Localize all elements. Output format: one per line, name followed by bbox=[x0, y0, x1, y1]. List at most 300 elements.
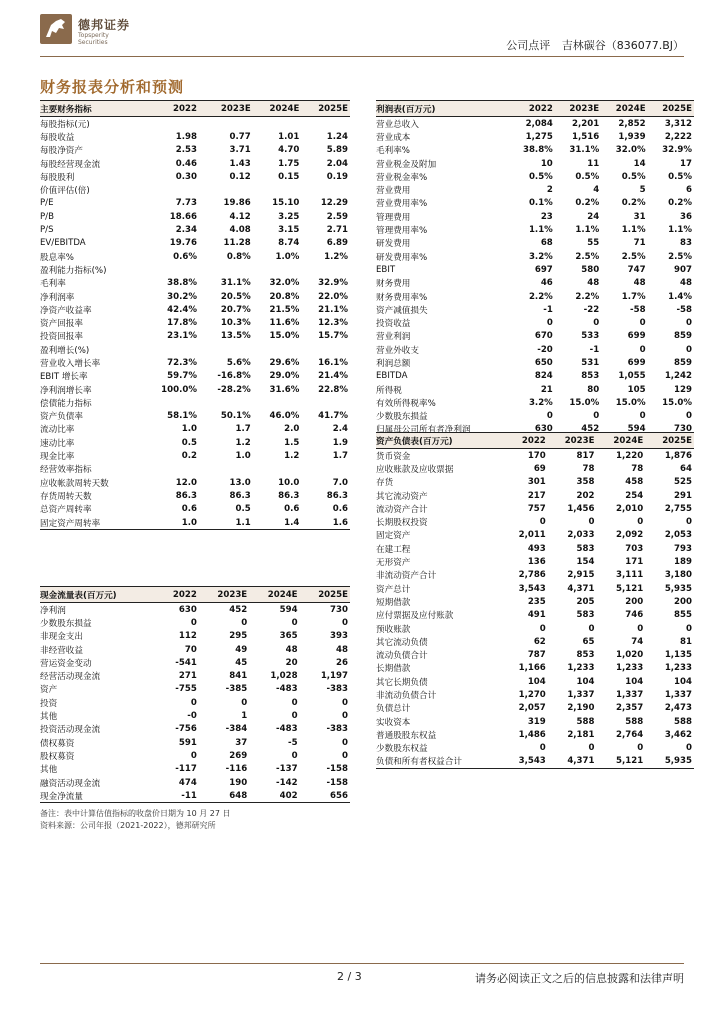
cell-value: 83 bbox=[680, 238, 692, 249]
cell-value: 31.6% bbox=[269, 384, 300, 395]
cell-value: 0.6% bbox=[173, 251, 197, 262]
cell-value: 15.0% bbox=[662, 397, 692, 408]
balance-sheet-table bbox=[376, 432, 694, 769]
cell-value: 0 bbox=[190, 617, 197, 628]
cell-value: 2,357 bbox=[616, 703, 644, 714]
cell-value: 10.0 bbox=[278, 477, 300, 488]
cell-value bbox=[199, 263, 253, 276]
column-header: 2022 bbox=[528, 103, 553, 114]
cell-value: 15.0% bbox=[569, 397, 600, 408]
cell-value: 4.08 bbox=[229, 225, 251, 236]
note-line: 备注：表中计算估值指标的收盘价日期为 10 月 27 日 bbox=[40, 809, 231, 818]
table-row bbox=[376, 410, 694, 423]
cell-value: 648 bbox=[229, 790, 248, 801]
cell-value: 365 bbox=[279, 631, 298, 642]
cell-value: 580 bbox=[581, 264, 600, 275]
cell-value bbox=[301, 183, 350, 196]
cell-value: 1.0 bbox=[235, 451, 251, 462]
cell-value: 72.3% bbox=[167, 357, 197, 368]
row-label: 资产回报率 bbox=[40, 319, 83, 330]
cell-value: 1.98 bbox=[175, 131, 197, 142]
cell-value: 49 bbox=[235, 644, 248, 655]
column-header: 2024E bbox=[615, 103, 646, 114]
cell-value: 200 bbox=[625, 596, 644, 607]
table-row bbox=[40, 763, 350, 776]
cell-value bbox=[253, 343, 302, 356]
cell-value: 171 bbox=[625, 557, 644, 568]
table-row bbox=[40, 749, 350, 762]
row-label: 研发费用率% bbox=[376, 252, 428, 263]
row-label: 经营活动现金流 bbox=[40, 672, 101, 683]
cell-value: 0 bbox=[686, 517, 692, 528]
row-label: 少数股东权益 bbox=[376, 744, 428, 755]
cell-value: 588 bbox=[674, 716, 692, 727]
table-row bbox=[376, 635, 694, 648]
main-indicators-table bbox=[40, 100, 350, 530]
cell-value: 853 bbox=[581, 371, 600, 382]
cell-value: 0.6 bbox=[284, 504, 300, 515]
row-label: 价值评估(倍) bbox=[40, 186, 90, 197]
cell-value: 533 bbox=[581, 331, 600, 342]
row-label: 少数股东损益 bbox=[376, 412, 428, 423]
cell-value: 0.5% bbox=[621, 171, 646, 182]
cell-value: 1,233 bbox=[664, 663, 692, 674]
cell-value: 3,180 bbox=[664, 570, 692, 581]
cell-value: 154 bbox=[576, 557, 595, 568]
cell-value: 0.1% bbox=[528, 198, 553, 209]
row-label: 固定资产 bbox=[376, 531, 411, 542]
table-row bbox=[376, 157, 694, 170]
row-label: 在建工程 bbox=[376, 544, 411, 555]
row-label: 其他 bbox=[40, 712, 58, 723]
row-label: 总资产周转率 bbox=[40, 505, 92, 516]
row-label: 股权募资 bbox=[40, 751, 75, 762]
cell-value: 452 bbox=[581, 424, 600, 435]
table-row bbox=[376, 263, 694, 276]
table-row bbox=[376, 117, 694, 131]
cell-value: 74 bbox=[631, 636, 644, 647]
cell-value: 0.5% bbox=[528, 171, 553, 182]
cell-value: 21.5% bbox=[269, 304, 300, 315]
table-row bbox=[40, 237, 350, 250]
cell-value: 697 bbox=[534, 264, 553, 275]
cell-value: 0.5% bbox=[668, 171, 692, 182]
row-label: 归属母公司所有者净利润 bbox=[376, 425, 471, 436]
cell-value: 0 bbox=[291, 750, 298, 761]
cell-value: 17 bbox=[680, 158, 692, 169]
row-label: 少数股东损益 bbox=[40, 618, 92, 629]
cell-value bbox=[142, 183, 199, 196]
cell-value: 1.2 bbox=[284, 451, 300, 462]
cell-value: 2,057 bbox=[518, 703, 546, 714]
cell-value: 29.6% bbox=[269, 357, 300, 368]
cell-value: -0 bbox=[187, 711, 197, 722]
table-row bbox=[376, 489, 694, 502]
table-row bbox=[376, 715, 694, 728]
cell-value: 32.9% bbox=[662, 145, 692, 156]
cell-value: 68 bbox=[540, 238, 553, 249]
cell-value: 2,033 bbox=[567, 530, 595, 541]
cell-value: 14 bbox=[633, 158, 646, 169]
cell-value: 2.2% bbox=[575, 291, 600, 302]
cell-value: 1,516 bbox=[572, 131, 600, 142]
cell-value: 0.30 bbox=[175, 171, 197, 182]
cell-value: 0 bbox=[588, 517, 595, 528]
row-label: 盈利增长(%) bbox=[40, 345, 90, 356]
cell-value: 2,181 bbox=[567, 729, 595, 740]
cell-value: 104 bbox=[674, 676, 692, 687]
cell-value: 1,456 bbox=[567, 503, 595, 514]
cell-value: 3.2% bbox=[528, 251, 553, 262]
row-label: 盈利能力指标(%) bbox=[40, 265, 107, 276]
table-row bbox=[40, 463, 350, 476]
cell-value: 817 bbox=[576, 450, 595, 461]
row-label: 营业税金及附加 bbox=[376, 159, 437, 170]
table-row bbox=[376, 502, 694, 515]
cell-value: 6 bbox=[686, 185, 692, 196]
cell-value: 0 bbox=[686, 344, 692, 355]
row-label: 速动比率 bbox=[40, 438, 75, 449]
cell-value: -1 bbox=[589, 344, 600, 355]
row-label: 有效所得税率% bbox=[376, 398, 436, 409]
table-row bbox=[40, 370, 350, 383]
row-label: 每股收益 bbox=[40, 132, 75, 143]
cell-value: 81 bbox=[680, 636, 692, 647]
cell-value: 271 bbox=[178, 671, 197, 682]
table-row bbox=[376, 595, 694, 608]
cell-value: 36 bbox=[680, 211, 692, 222]
source-line: 资料来源：公司年报（2021-2022），德邦研究所 bbox=[40, 821, 216, 830]
cell-value: 50.1% bbox=[220, 411, 251, 422]
cell-value: 2.53 bbox=[175, 145, 197, 156]
cell-value bbox=[142, 263, 199, 276]
cell-value: 1,275 bbox=[525, 131, 553, 142]
cell-value: 0 bbox=[639, 344, 646, 355]
cell-value: 730 bbox=[674, 424, 692, 435]
cell-value: 48 bbox=[633, 278, 646, 289]
column-header: 2022 bbox=[521, 435, 546, 446]
column-header: 2022 bbox=[173, 103, 197, 114]
cell-value: 699 bbox=[627, 331, 646, 342]
cell-value: 86.3 bbox=[326, 490, 348, 501]
cell-value: 20.7% bbox=[220, 304, 251, 315]
table-row bbox=[40, 436, 350, 449]
row-label: 管理费用 bbox=[376, 212, 411, 223]
row-label: 营业费用 bbox=[376, 186, 411, 197]
column-header: 2022 bbox=[172, 589, 197, 600]
cell-value: 2,222 bbox=[664, 131, 692, 142]
cell-value: 0 bbox=[342, 711, 348, 722]
cell-value: 670 bbox=[534, 331, 553, 342]
cell-value: 30.2% bbox=[167, 291, 197, 302]
cell-value: 71 bbox=[633, 238, 646, 249]
cell-value: 301 bbox=[527, 477, 546, 488]
table-row bbox=[376, 144, 694, 157]
cell-value: 855 bbox=[674, 610, 692, 621]
table-row bbox=[376, 250, 694, 263]
row-label: 投资活动现金流 bbox=[40, 725, 101, 736]
cell-value: 841 bbox=[229, 671, 248, 682]
cell-value: 0 bbox=[637, 517, 644, 528]
cell-value: 0 bbox=[588, 623, 595, 634]
cell-value: 2,201 bbox=[572, 118, 600, 129]
cell-value: -541 bbox=[175, 657, 197, 668]
table-row bbox=[40, 449, 350, 462]
cell-value: 0 bbox=[342, 617, 348, 628]
cell-value: 853 bbox=[576, 650, 595, 661]
cell-value: 746 bbox=[625, 610, 644, 621]
cell-value: 491 bbox=[527, 610, 546, 621]
cell-value: 70 bbox=[184, 644, 197, 655]
cell-value: 2,755 bbox=[664, 503, 692, 514]
table-row bbox=[40, 197, 350, 210]
cell-value: 583 bbox=[576, 543, 595, 554]
cell-value: 10 bbox=[540, 158, 553, 169]
cell-value: 112 bbox=[178, 631, 197, 642]
cell-value: 0 bbox=[291, 617, 298, 628]
cell-value: 4,371 bbox=[567, 756, 595, 767]
row-label: 固定资产周转率 bbox=[40, 518, 101, 529]
table-row bbox=[376, 462, 694, 475]
cell-value: 0 bbox=[342, 737, 348, 748]
row-label: 资产总计 bbox=[376, 584, 411, 595]
cell-value: 0 bbox=[546, 318, 553, 329]
cell-value: 170 bbox=[527, 450, 546, 461]
cell-value: 0 bbox=[241, 697, 248, 708]
cell-value: 3,543 bbox=[518, 583, 546, 594]
cell-value: 0 bbox=[593, 411, 600, 422]
cell-value: -16.8% bbox=[217, 371, 251, 382]
cell-value: -483 bbox=[276, 684, 298, 695]
cell-value: 594 bbox=[279, 604, 298, 615]
cell-value: 1.7% bbox=[621, 291, 646, 302]
cell-value: 12.3% bbox=[318, 318, 348, 329]
footer-divider bbox=[40, 963, 684, 964]
cell-value: 1.1 bbox=[235, 517, 251, 528]
cell-value: 5,121 bbox=[616, 583, 644, 594]
company-logo bbox=[40, 14, 140, 44]
cell-value: 62 bbox=[533, 636, 546, 647]
report-header bbox=[498, 37, 684, 53]
cell-value: 78 bbox=[582, 463, 595, 474]
cell-value: 630 bbox=[178, 604, 197, 615]
column-header: 2023E bbox=[217, 589, 248, 600]
cell-value: 104 bbox=[576, 676, 595, 687]
row-label: 非流动负债合计 bbox=[376, 690, 437, 701]
cell-value: 474 bbox=[178, 777, 197, 788]
cell-value: 269 bbox=[229, 750, 248, 761]
cell-value: 588 bbox=[576, 716, 595, 727]
cell-value: 48 bbox=[587, 278, 600, 289]
cell-value bbox=[199, 117, 253, 131]
cell-value: 11.6% bbox=[269, 318, 300, 329]
row-label: 营业外收支 bbox=[376, 345, 419, 356]
cell-value: 11 bbox=[587, 158, 600, 169]
cell-value: -755 bbox=[175, 684, 197, 695]
row-label: 其它长期负债 bbox=[376, 677, 428, 688]
cell-value: 15.10 bbox=[272, 198, 300, 209]
table-row bbox=[40, 290, 350, 303]
cell-value: 402 bbox=[279, 790, 298, 801]
disclaimer-text: 请务必阅读正文之后的信息披露和法律声明 bbox=[475, 972, 684, 985]
cell-value: 3.15 bbox=[278, 225, 300, 236]
cell-value bbox=[301, 343, 350, 356]
cell-value: 1.6 bbox=[332, 517, 348, 528]
row-label: 投资回报率 bbox=[40, 332, 83, 343]
cell-value: 0.6 bbox=[332, 504, 348, 515]
row-label: 财务费用率% bbox=[376, 292, 428, 303]
cell-value: -117 bbox=[175, 764, 197, 775]
row-label: 资产 bbox=[40, 685, 58, 696]
logo-text: 德邦证券 bbox=[78, 18, 131, 32]
row-label: 研发费用 bbox=[376, 239, 411, 250]
cell-value: 15.0% bbox=[269, 331, 300, 342]
table-row bbox=[376, 728, 694, 741]
logo-subtext: Topsperity Securities bbox=[78, 32, 109, 46]
table-row bbox=[40, 683, 350, 696]
column-header: 2025E bbox=[318, 103, 348, 114]
row-label: 长期股权投资 bbox=[376, 518, 428, 529]
table-row bbox=[40, 183, 350, 196]
cell-value: 7.73 bbox=[175, 198, 197, 209]
table-row bbox=[40, 157, 350, 170]
cell-value bbox=[199, 396, 253, 409]
cell-value: 358 bbox=[576, 477, 595, 488]
cell-value: 46 bbox=[540, 278, 553, 289]
cell-value: 37 bbox=[235, 737, 248, 748]
cell-value: 8.74 bbox=[278, 238, 300, 249]
row-label: 长期借款 bbox=[376, 664, 411, 675]
cell-value: 86.3 bbox=[229, 490, 251, 501]
row-label: 应收帐款周转天数 bbox=[40, 478, 109, 489]
table-row bbox=[40, 303, 350, 316]
cell-value: 41.7% bbox=[318, 411, 348, 422]
cell-value: 525 bbox=[674, 477, 692, 488]
cell-value: 15.7% bbox=[318, 331, 348, 342]
cell-value: 859 bbox=[674, 357, 692, 368]
cell-value: 2,473 bbox=[664, 703, 692, 714]
row-label: 流动负债合计 bbox=[376, 651, 428, 662]
cell-value: 2.04 bbox=[326, 158, 348, 169]
cell-value: 0 bbox=[539, 743, 546, 754]
cell-value: 2,010 bbox=[616, 503, 644, 514]
cell-value: 458 bbox=[625, 477, 644, 488]
cell-value: 1.1% bbox=[528, 225, 553, 236]
table-row bbox=[376, 330, 694, 343]
cell-value: 1.0 bbox=[181, 517, 197, 528]
table-row bbox=[40, 669, 350, 682]
cell-value: 2.5% bbox=[621, 251, 646, 262]
row-label: 资产负债率 bbox=[40, 412, 83, 423]
cell-value: 0 bbox=[291, 697, 298, 708]
cell-value: 80 bbox=[587, 384, 600, 395]
cell-value: 69 bbox=[533, 463, 546, 474]
table-row bbox=[40, 643, 350, 656]
row-label: 股息率% bbox=[40, 252, 74, 263]
cell-value: -756 bbox=[175, 724, 197, 735]
cell-value: 1.0 bbox=[181, 424, 197, 435]
cell-value: -483 bbox=[276, 724, 298, 735]
cell-value: 16.1% bbox=[318, 357, 348, 368]
cell-value: 3,462 bbox=[664, 729, 692, 740]
row-label: 营运资金变动 bbox=[40, 658, 92, 669]
cell-value: 3,111 bbox=[616, 570, 644, 581]
cell-value: 12.29 bbox=[320, 198, 348, 209]
cell-value: 1,486 bbox=[518, 729, 546, 740]
cell-value: 1,220 bbox=[616, 450, 644, 461]
cell-value: 0.2 bbox=[181, 451, 197, 462]
cell-value: 1.24 bbox=[326, 131, 348, 142]
cell-value: 17.8% bbox=[167, 318, 197, 329]
cell-value: 630 bbox=[534, 424, 553, 435]
cell-value: 1.5 bbox=[284, 437, 300, 448]
cell-value: 0 bbox=[539, 517, 546, 528]
cell-value: 0 bbox=[342, 750, 348, 761]
cell-value: 3.25 bbox=[278, 211, 300, 222]
cell-value: -1 bbox=[543, 304, 553, 315]
report-type: 公司点评 bbox=[506, 39, 551, 52]
cell-value: 6.89 bbox=[326, 238, 348, 249]
company-name: 吉林碳谷（836077.BJ） bbox=[561, 39, 684, 52]
cell-value bbox=[301, 463, 350, 476]
column-header: 2025E bbox=[662, 103, 692, 114]
cell-value bbox=[253, 263, 302, 276]
cell-value: 23.1% bbox=[167, 331, 197, 342]
column-header: 2023E bbox=[564, 435, 595, 446]
row-label: 其他 bbox=[40, 765, 58, 776]
row-label: 负债总计 bbox=[376, 704, 411, 715]
cell-value: 0.2% bbox=[575, 198, 600, 209]
table-title: 主要财务指标 bbox=[40, 104, 92, 115]
cell-value: 2.71 bbox=[326, 225, 348, 236]
table-row bbox=[40, 277, 350, 290]
row-label: 净资产收益率 bbox=[40, 305, 92, 316]
row-label: 其它流动资产 bbox=[376, 491, 428, 502]
cell-value: 859 bbox=[674, 331, 692, 342]
cell-value: 1.0% bbox=[275, 251, 300, 262]
row-label: 负债和所有者权益合计 bbox=[376, 757, 462, 768]
table-row bbox=[376, 210, 694, 223]
cell-value: 0 bbox=[190, 750, 197, 761]
cell-value: 0 bbox=[686, 743, 692, 754]
cell-value: 136 bbox=[527, 557, 546, 568]
table-row bbox=[376, 515, 694, 528]
row-label: 短期借款 bbox=[376, 597, 411, 608]
cell-value: 46.0% bbox=[269, 411, 300, 422]
table-row bbox=[376, 223, 694, 236]
column-header: 2025E bbox=[662, 435, 692, 446]
cell-value: -384 bbox=[225, 724, 248, 735]
cell-value: -58 bbox=[630, 304, 646, 315]
row-label: 营业成本 bbox=[376, 132, 411, 143]
cell-value bbox=[253, 396, 302, 409]
cell-value: 0.2% bbox=[668, 198, 692, 209]
cell-value: 0 bbox=[639, 318, 646, 329]
row-label: 净利润 bbox=[40, 605, 66, 616]
cell-value: 64 bbox=[680, 463, 692, 474]
cell-value bbox=[253, 463, 302, 476]
cell-value: 2,915 bbox=[567, 570, 595, 581]
cell-value: 1,337 bbox=[664, 689, 692, 700]
cell-value: 594 bbox=[627, 424, 646, 435]
row-label: 应付票据及应付账款 bbox=[376, 611, 454, 622]
table-row bbox=[376, 529, 694, 542]
cell-value: -22 bbox=[583, 304, 600, 315]
table-header-row bbox=[376, 101, 694, 117]
row-label: 流动资产合计 bbox=[376, 504, 428, 515]
cell-value bbox=[199, 463, 253, 476]
cell-value bbox=[301, 263, 350, 276]
